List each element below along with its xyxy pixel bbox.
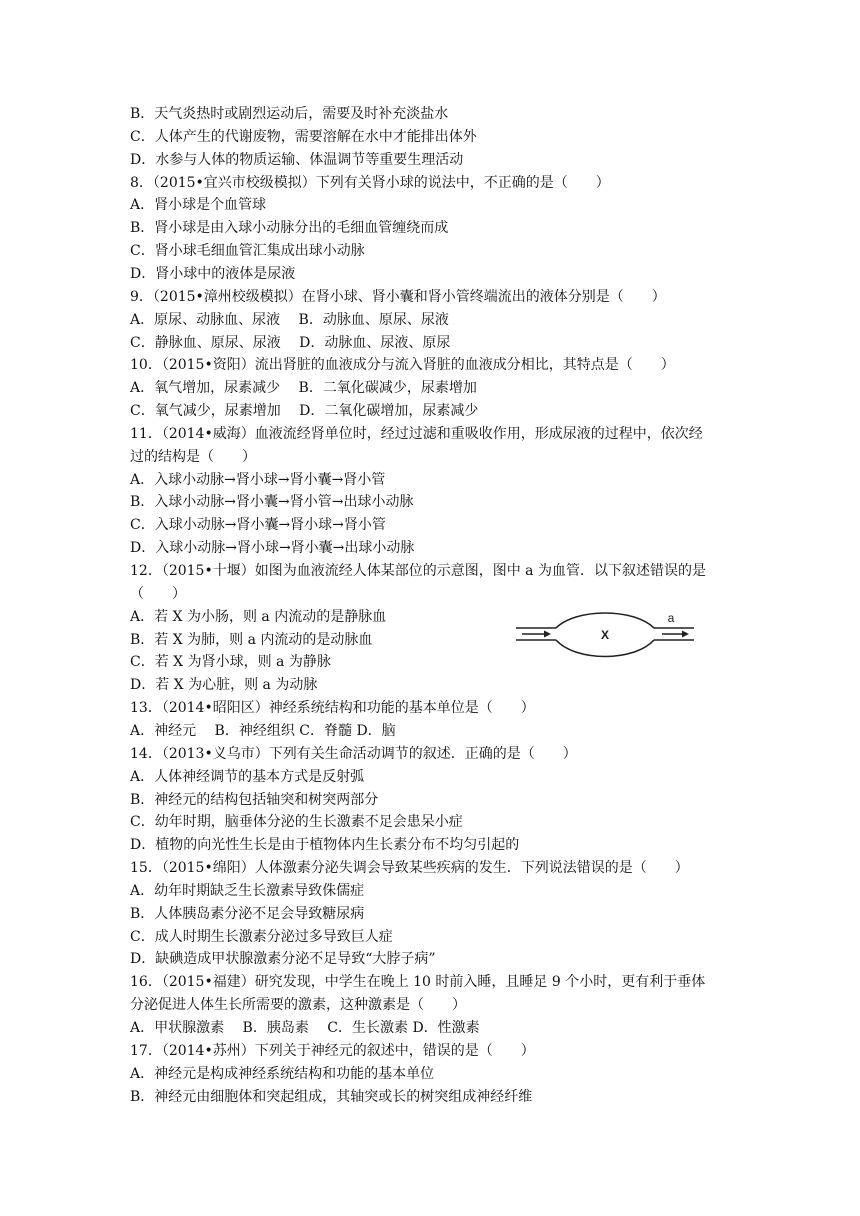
text-line: D．植物的向光性生长是由于植物体内生长素分布不均匀引起的: [130, 837, 520, 854]
text-line: B．神经元由细胞体和突起组成，其轴突或长的树突组成神经纤维: [130, 1088, 533, 1105]
organ-label: X: [600, 628, 610, 642]
text-line: 9．（2015•漳州校级模拟）在肾小球、肾小囊和肾小管终端流出的液体分别是（ ）: [130, 288, 666, 305]
text-line: A．若 X 为小肠，则 a 内流动的是静脉血: [130, 608, 387, 625]
text-line: C．入球小动脉→肾小囊→肾小球→肾小管: [130, 517, 386, 534]
text-line: A．神经元是构成神经系统结构和功能的基本单位: [130, 1065, 435, 1082]
text-line: （ ）: [130, 585, 186, 602]
organ-outline-bottom: [556, 640, 654, 657]
text-line: 8．（2015•宜兴市校级模拟）下列有关肾小球的说法中，不正确的是（ ）: [130, 174, 610, 191]
text-line: C．幼年时期，脑垂体分泌的生长激素不足会患呆小症: [130, 814, 463, 831]
inlet-arrow-icon: [544, 631, 551, 638]
text-line: A．氧气增加，尿素减少 B．二氧化碳减少，尿素增加: [130, 380, 477, 397]
text-line: C．氧气减少，尿素增加 D．二氧化碳增加，尿素减少: [130, 403, 479, 420]
text-line: B．天气炎热时或剧烈运动后，需要及时补充淡盐水: [130, 106, 449, 122]
text-line: 17．（2014•苏州）下列关于神经元的叙述中，错误的是（ ）: [130, 1042, 535, 1059]
text-line: D．若 X 为心脏，则 a 为动脉: [130, 677, 318, 694]
text-line: C．人体产生的代谢废物，需要溶解在水中才能排出体外: [130, 128, 477, 145]
text-line: D．缺碘造成甲状腺激素分泌不足导致“大脖子病”: [130, 951, 436, 968]
text-line: 15．（2015•绵阳）人体激素分泌失调会导致某些疾病的发生．下列说法错误的是（ ）: [130, 860, 689, 877]
text-line: 14．（2013•义乌市）下列有关生命活动调节的叙述．正确的是（ ）: [130, 745, 577, 762]
text-line: 10．（2015•资阳）流出肾脏的血液成分与流入肾脏的血液成分相比，其特点是（ ）: [130, 357, 675, 374]
text-line: 16．（2015•福建）研究发现，中学生在晚上 10 时前入睡，且睡足 9 个小时，更有利于垂体: [130, 974, 706, 991]
blood-flow-diagram: [514, 606, 698, 666]
vessel-label: a: [667, 611, 675, 625]
text-line: A．幼年时期缺乏生长激素导致侏儒症: [130, 882, 365, 899]
text-line: C．成人时期生长激素分泌过多导致巨人症: [130, 928, 393, 945]
text-line: 13．（2014•昭阳区）神经系统结构和功能的基本单位是（ ）: [130, 700, 535, 717]
text-line: B．人体胰岛素分泌不足会导致糖尿病: [130, 905, 365, 922]
text-line: 分泌促进人体生长所需要的激素，这种激素是（ ）: [130, 997, 466, 1014]
text-line: B．入球小动脉→肾小囊→肾小管→出球小动脉: [130, 494, 414, 511]
text-line: D．水参与人体的物质运输、体温调节等重要生理活动: [130, 151, 464, 168]
text-line: A．肾小球是个血管球: [130, 197, 267, 214]
text-line: A．人体神经调节的基本方式是反射弧: [130, 768, 365, 785]
text-line: A．入球小动脉→肾小球→肾小囊→肾小管: [130, 471, 386, 488]
text-line: A．甲状腺激素 B．胰岛素 C．生长激素 D．性激素: [130, 1020, 480, 1036]
text-line: 过的结构是（ ）: [130, 448, 256, 465]
text-line: B．神经元的结构包括轴突和树突两部分: [130, 791, 379, 808]
blood-flow-svg: [514, 606, 698, 666]
text-line: B．若 X 为肺，则 a 内流动的是动脉血: [130, 631, 373, 648]
text-line: D．肾小球中的液体是尿液: [130, 265, 296, 282]
text-line: 12．（2015•十堰）如图为血液流经人体某部位的示意图，图中 a 为血管．以下叙述错误的是: [130, 563, 706, 579]
outlet-arrow-icon: [682, 631, 689, 638]
text-line: A．原尿、动脉血、尿液 B．动脉血、原尿、尿液: [130, 311, 449, 328]
text-line: B．肾小球是由入球小动脉分出的毛细血管缠绕而成: [130, 220, 449, 237]
text-line: D．入球小动脉→肾小球→肾小囊→出球小动脉: [130, 540, 415, 557]
text-line: C．肾小球毛细血管汇集成出球小动脉: [130, 243, 365, 260]
text-line: 11．（2014•威海）血液流经肾单位时，经过过滤和重吸收作用，形成尿液的过程中，依次经: [130, 425, 703, 442]
text-line: C．若 X 为肾小球，则 a 为静脉: [130, 654, 331, 671]
organ-outline-top: [556, 613, 654, 628]
text-line: C．静脉血、原尿、尿液 D．动脉血、尿液、原尿: [130, 334, 451, 351]
text-line: A．神经元 B．神经组织 C．脊髓 D．脑: [130, 722, 396, 739]
